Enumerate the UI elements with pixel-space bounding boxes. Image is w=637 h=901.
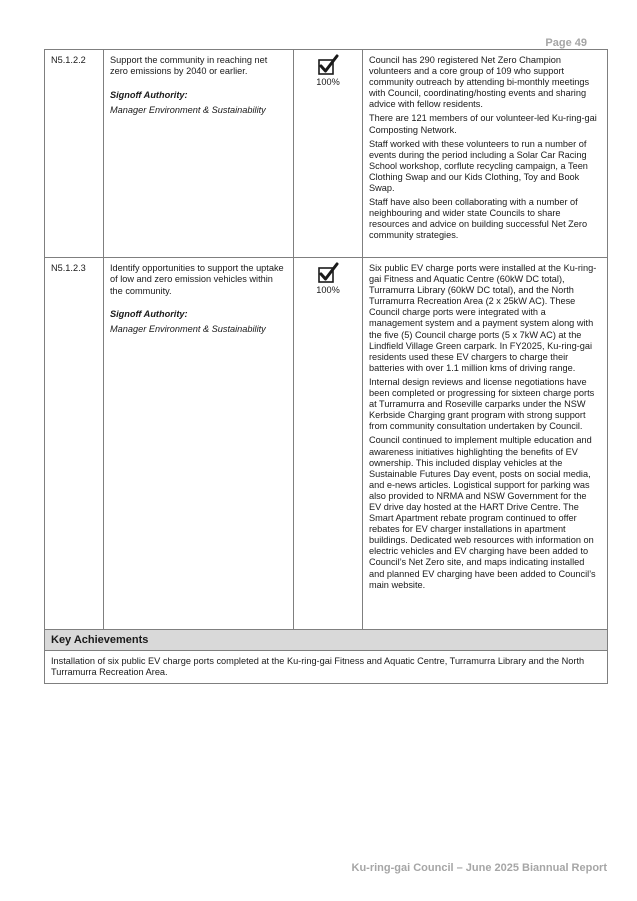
comments-cell bbox=[363, 50, 607, 257]
key-achievements-text: Installation of six public EV charge ports completed at the Ku-ring-gai Fitness and Aquatic Centre, Turramurra Library and the North Turramurra Recreation Area. bbox=[51, 656, 585, 678]
page-number: Page 49 bbox=[545, 37, 587, 49]
key-achievements-heading: Key Achievements bbox=[45, 630, 607, 651]
comment-paragraph: Council has 290 registered Net Zero Champion volunteers and a core group of 109 who support community outreach by attending bi-monthly meetings with Council, coordinating/hosting events and sharing advice with fellow residents. bbox=[369, 55, 590, 110]
comment-paragraph: Six public EV charge ports were installed at the Ku-ring-gai Fitness and Aquatic Centre (60kW DC total), Turramurra Library (60kW DC total), and the North Turramurra Recreation Area (2 x 25kW AC). These Council charge ports were integrated with a management system and a payment system along with the five (5) Council charge ports (5 x 7kW AC) at the Lindfield Village Green carpark. In FY2025, Ku-ring-gai residents used these EV chargers to charge their batteries with over 1.1 million kms of driving range. bbox=[369, 263, 597, 373]
action-table bbox=[44, 49, 608, 684]
action-description-cell bbox=[104, 258, 294, 629]
report-footer: Ku-ring-gai Council – June 2025 Biannual Report bbox=[351, 862, 607, 874]
action-description-cell bbox=[104, 50, 294, 257]
signoff-title: Signoff Authority: bbox=[110, 89, 188, 100]
completion-percent: 100% bbox=[316, 285, 340, 295]
signoff-name: Manager Environment & Sustainability bbox=[110, 104, 266, 115]
action-description: Support the community in reaching net zero emissions by 2040 or earlier. bbox=[110, 55, 268, 77]
checkmark-icon bbox=[317, 54, 339, 76]
signoff-title: Signoff Authority: bbox=[110, 308, 188, 319]
comment-paragraph: Council continued to implement multiple education and awareness initiatives highlighting the benefits of EV ownership. This included display vehicles at the Sustainable Futures Day event, posts on social media, and e-news articles. Logistical support for parking was also provided to NRMA and NSW Government for the EV drive day hosted at the HART Drive Centre. The Smart Apartment rebate program continued to offer rebates for EV charger installations in apartment buildings. Dedicated web resources with information on electric vehicles and EV charging have been added to Council’s Net Zero site, and maps indicating installed and planned EV charging have been added to Council’s main website. bbox=[369, 435, 596, 590]
table-row bbox=[45, 50, 607, 258]
action-description: Identify opportunities to support the uptake of low and zero emission vehicles within the community. bbox=[110, 263, 284, 296]
table-row bbox=[45, 258, 607, 630]
action-code: N5.1.2.2 bbox=[45, 50, 104, 257]
completion-percent: 100% bbox=[316, 77, 340, 87]
checkmark-icon bbox=[317, 262, 339, 284]
comment-paragraph: There are 121 members of our volunteer-led Ku-ring-gai Composting Network. bbox=[369, 113, 597, 135]
comments-cell bbox=[363, 258, 607, 629]
comment-paragraph: Staff worked with these volunteers to run a number of events during the period including a Solar Car Racing School workshop, corflute recycling campaign, a Teen Clothing Swap and our Kids Clothing, Toy and Book Swap. bbox=[369, 138, 588, 194]
comment-paragraph: Internal design reviews and license negotiations have been completed or progressing for sixteen charge ports at Turramurra and Roseville carparks under the NSW Kerbside Charging grant program with strong support from community consultation undertaken by Council. bbox=[369, 376, 595, 432]
signoff-name: Manager Environment & Sustainability bbox=[110, 324, 266, 335]
action-code: N5.1.2.3 bbox=[45, 258, 104, 629]
comment-paragraph: Staff have also been collaborating with a number of neighbouring and wider state Councils to share resources and advice on building successful Net Zero community strategies. bbox=[369, 197, 588, 241]
status-cell bbox=[294, 258, 363, 629]
status-cell bbox=[294, 50, 363, 257]
